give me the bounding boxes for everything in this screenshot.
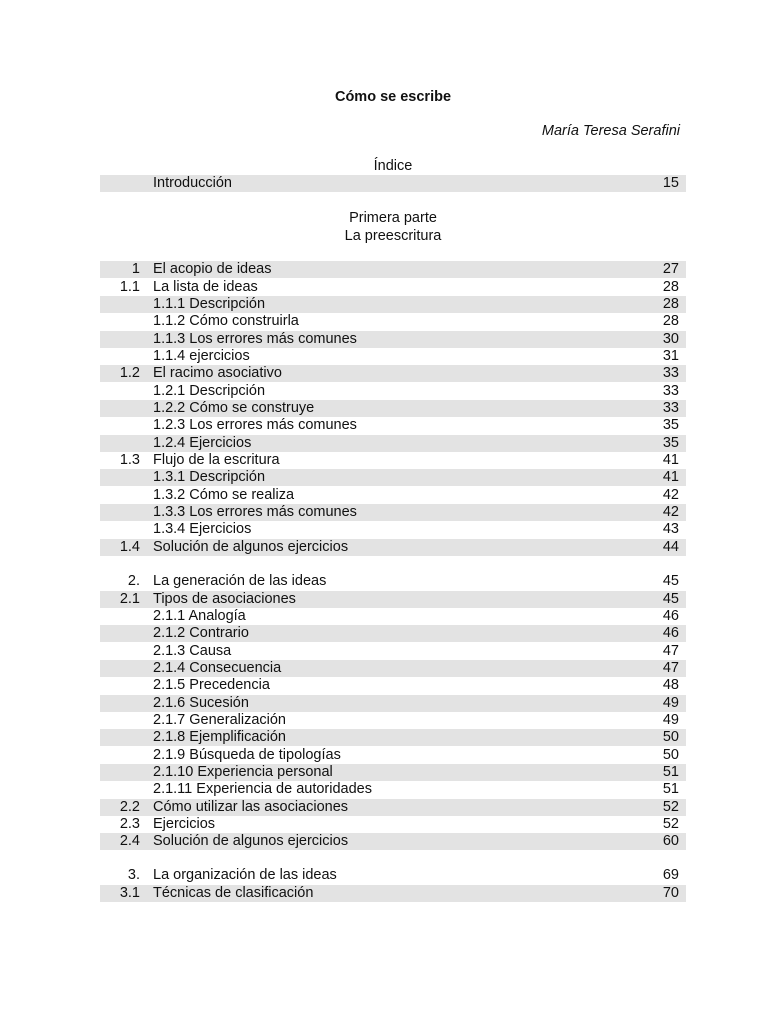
toc-number: 2.2 xyxy=(119,799,140,815)
toc-page-number: 35 xyxy=(662,435,679,451)
toc-title: Introducción xyxy=(153,175,232,191)
toc-row xyxy=(100,677,686,694)
toc-row xyxy=(100,296,686,313)
toc-row xyxy=(100,695,686,712)
toc-page-number: 48 xyxy=(662,677,679,693)
toc-page-number: 28 xyxy=(662,313,679,329)
toc-row xyxy=(100,504,686,521)
toc-row xyxy=(100,573,686,590)
toc-page-number: 52 xyxy=(662,799,679,815)
toc-title: 2.1.1 Analogía xyxy=(153,608,246,624)
toc-page-number: 31 xyxy=(662,348,679,364)
toc-row xyxy=(100,885,686,902)
toc-title: 1.2.4 Ejercicios xyxy=(153,435,252,451)
toc-number: 1.2 xyxy=(119,365,140,381)
toc-page-number: 50 xyxy=(662,747,679,763)
toc-title: La organización de las ideas xyxy=(153,867,337,883)
toc-title: 1.3.2 Cómo se realiza xyxy=(153,487,295,503)
toc-number: 1 xyxy=(131,261,140,277)
toc-title: Cómo utilizar las asociaciones xyxy=(153,799,349,815)
toc-title: 1.3.1 Descripción xyxy=(153,469,266,485)
toc-page-number: 45 xyxy=(662,591,679,607)
toc-title: 2.1.8 Ejemplificación xyxy=(153,729,286,745)
part-subheading: La preescritura xyxy=(344,228,442,244)
toc-title: 1.3.4 Ejercicios xyxy=(153,521,252,537)
toc-number: 2.4 xyxy=(119,833,140,849)
toc-number: 3.1 xyxy=(119,885,140,901)
document-title: Cómo se escribe xyxy=(334,89,452,105)
toc-row xyxy=(100,816,686,833)
toc-row xyxy=(100,313,686,330)
toc-row xyxy=(100,833,686,850)
toc-page-number: 50 xyxy=(662,729,679,745)
toc-row xyxy=(100,452,686,469)
toc-title: Flujo de la escritura xyxy=(153,452,280,468)
toc-title: El acopio de ideas xyxy=(153,261,272,277)
toc-row xyxy=(100,729,686,746)
toc-row xyxy=(100,175,686,192)
toc-row xyxy=(100,487,686,504)
toc-page-number: 51 xyxy=(662,764,679,780)
toc-title: 1.1.4 ejercicios xyxy=(153,348,250,364)
toc-row xyxy=(100,435,686,452)
toc-page-number: 70 xyxy=(662,885,679,901)
toc-title: 1.2.3 Los errores más comunes xyxy=(153,417,357,433)
toc-page-number: 49 xyxy=(662,712,679,728)
toc-row xyxy=(100,625,686,642)
toc-row xyxy=(100,643,686,660)
toc-number: 1.4 xyxy=(119,539,140,555)
toc-title: La generación de las ideas xyxy=(153,573,327,589)
toc-title: 1.2.1 Descripción xyxy=(153,383,266,399)
part-heading: Primera parte xyxy=(349,210,437,226)
toc-row xyxy=(100,331,686,348)
toc-number: 1.3 xyxy=(119,452,140,468)
toc-row xyxy=(100,764,686,781)
toc-page-number: 42 xyxy=(662,504,679,520)
toc-number: 2.1 xyxy=(119,591,140,607)
toc-title: Técnicas de clasificación xyxy=(153,885,314,901)
toc-page-number: 49 xyxy=(662,695,679,711)
toc-row xyxy=(100,867,686,884)
toc-page-number: 41 xyxy=(662,469,679,485)
toc-row xyxy=(100,781,686,798)
toc-number: 1.1 xyxy=(119,279,140,295)
toc-title: 2.1.2 Contrario xyxy=(153,625,249,641)
toc-row xyxy=(100,591,686,608)
toc-row xyxy=(100,383,686,400)
toc-number: 2. xyxy=(127,573,140,589)
toc-title: El racimo asociativo xyxy=(153,365,282,381)
toc-row xyxy=(100,747,686,764)
toc-page-number: 69 xyxy=(662,867,679,883)
toc-title: 1.1.2 Cómo construirla xyxy=(153,313,299,329)
toc-page-number: 52 xyxy=(662,816,679,832)
toc-page-number: 41 xyxy=(662,452,679,468)
toc-title: Solución de algunos ejercicios xyxy=(153,833,349,849)
toc-row xyxy=(100,469,686,486)
toc-title: 2.1.6 Sucesión xyxy=(153,695,249,711)
toc-page-number: 42 xyxy=(662,487,679,503)
toc-title: 1.1.3 Los errores más comunes xyxy=(153,331,357,347)
toc-row xyxy=(100,365,686,382)
toc-page-number: 46 xyxy=(662,608,679,624)
toc-page-number: 47 xyxy=(662,660,679,676)
toc-title: 2.1.4 Consecuencia xyxy=(153,660,282,676)
toc-page-number: 35 xyxy=(662,417,679,433)
toc-page-number: 15 xyxy=(662,175,679,191)
toc-row xyxy=(100,417,686,434)
toc-title: Solución de algunos ejercicios xyxy=(153,539,349,555)
document-author: María Teresa Serafini xyxy=(541,123,680,139)
toc-page-number: 33 xyxy=(662,365,679,381)
toc-row xyxy=(100,348,686,365)
toc-row xyxy=(100,279,686,296)
toc-page-number: 51 xyxy=(662,781,679,797)
toc-title: 1.3.3 Los errores más comunes xyxy=(153,504,357,520)
toc-page-number: 43 xyxy=(662,521,679,537)
toc-page-number: 45 xyxy=(662,573,679,589)
toc-number: 2.3 xyxy=(119,816,140,832)
toc-row xyxy=(100,539,686,556)
toc-page-number: 28 xyxy=(662,279,679,295)
toc-title: 1.2.2 Cómo se construye xyxy=(153,400,315,416)
toc-page-number: 46 xyxy=(662,625,679,641)
toc-title: 2.1.5 Precedencia xyxy=(153,677,270,693)
toc-page-number: 28 xyxy=(662,296,679,312)
toc-page-number: 33 xyxy=(662,400,679,416)
toc-number: 3. xyxy=(127,867,140,883)
toc-title: Tipos de asociaciones xyxy=(153,591,296,607)
toc-page-number: 30 xyxy=(662,331,679,347)
toc-page-number: 47 xyxy=(662,643,679,659)
index-heading: Índice xyxy=(373,158,413,174)
toc-page-number: 27 xyxy=(662,261,679,277)
toc-title: 2.1.9 Búsqueda de tipologías xyxy=(153,747,341,763)
toc-title: Ejercicios xyxy=(153,816,216,832)
toc-page-number: 33 xyxy=(662,383,679,399)
toc-title: 2.1.3 Causa xyxy=(153,643,232,659)
toc-title: La lista de ideas xyxy=(153,279,258,295)
toc-row xyxy=(100,660,686,677)
toc-row xyxy=(100,799,686,816)
toc-row xyxy=(100,400,686,417)
toc-title: 2.1.11 Experiencia de autoridades xyxy=(153,781,372,797)
toc-title: 2.1.7 Generalización xyxy=(153,712,286,728)
toc-row xyxy=(100,712,686,729)
toc-row xyxy=(100,261,686,278)
toc-title: 1.1.1 Descripción xyxy=(153,296,266,312)
toc-page-number: 44 xyxy=(662,539,679,555)
toc-row xyxy=(100,521,686,538)
toc-row xyxy=(100,608,686,625)
toc-title: 2.1.10 Experiencia personal xyxy=(153,764,333,780)
toc-page-number: 60 xyxy=(662,833,679,849)
